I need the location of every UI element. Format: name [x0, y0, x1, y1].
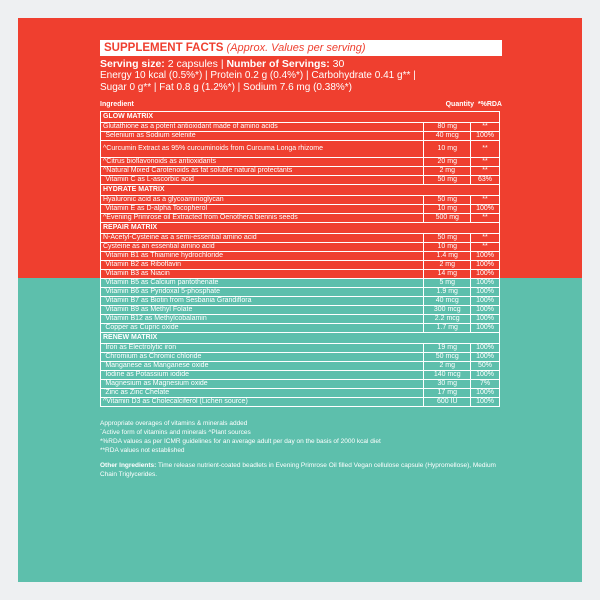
table-row	[101, 362, 500, 371]
table-row	[101, 132, 500, 141]
table-row	[101, 252, 500, 261]
table-row	[101, 158, 500, 167]
section-header	[101, 223, 500, 234]
quantity-cell: 30 mg	[424, 380, 471, 389]
ingredient-cell: `Iron as Electrolytic iron	[101, 344, 424, 353]
rda-cell: **	[471, 243, 500, 252]
table-row	[101, 176, 500, 185]
table-row	[101, 324, 500, 333]
quantity-cell: 50 mg	[424, 196, 471, 205]
rda-cell: 100%	[471, 297, 500, 306]
table-row	[101, 196, 500, 205]
rda-cell: 100%	[471, 279, 500, 288]
col-rda: *%RDA	[477, 101, 502, 108]
ingredient-cell: `Vitamin B6 as Pyridoxal 5-phosphate	[101, 288, 424, 297]
col-quantity: Quantity	[445, 101, 474, 108]
section-title: REPAIR MATRIX	[101, 223, 500, 234]
table-row	[101, 205, 500, 214]
servings-value: 30	[332, 58, 345, 70]
quantity-cell: 19 mg	[424, 344, 471, 353]
rda-cell: **	[471, 234, 500, 243]
table-row	[101, 306, 500, 315]
table-row	[101, 141, 500, 158]
rda-cell: 100%	[471, 389, 500, 398]
serving-size-value: 2 capsules	[167, 58, 218, 70]
table-row	[101, 261, 500, 270]
ingredient-cell: Hyaluronic acid as a glycoaminoglycan	[101, 196, 424, 205]
ingredient-cell: `Vitamin B12 as Methylcobalamin	[101, 315, 424, 324]
footnotes	[100, 419, 502, 455]
section-header	[101, 333, 500, 344]
quantity-cell: 50 mg	[424, 234, 471, 243]
quantity-cell: 50 mcg	[424, 353, 471, 362]
rda-cell: 100%	[471, 344, 500, 353]
ingredient-cell: `Manganese as Manganese oxide	[101, 362, 424, 371]
page-title: SUPPLEMENT FACTS	[104, 42, 224, 54]
ingredient-cell: `Selenium as Sodium selenite	[101, 132, 424, 141]
table-row	[101, 315, 500, 324]
page-subtitle: (Approx. Values per serving)	[226, 42, 366, 54]
rda-cell: 100%	[471, 315, 500, 324]
ingredient-cell: `Copper as Cupric oxide	[101, 324, 424, 333]
table-row	[101, 389, 500, 398]
rda-cell: 50%	[471, 362, 500, 371]
quantity-cell: 50 mg	[424, 176, 471, 185]
ingredient-cell: `Zinc as Zinc Chelate	[101, 389, 424, 398]
ingredient-cell: ^Natural Mixed Carotenoids as fat soluble natural protectants	[101, 167, 424, 176]
section-title: GLOW MATRIX	[101, 112, 500, 123]
ingredient-cell: Cysteine as an essential amino acid	[101, 243, 424, 252]
quantity-cell: 140 mcg	[424, 371, 471, 380]
rda-cell: 100%	[471, 353, 500, 362]
title-bar	[100, 40, 502, 56]
note-active-forms: `Active form of vitamins and minerals ^Plant sources	[100, 429, 251, 436]
table-row	[101, 243, 500, 252]
quantity-cell: 2 mg	[424, 362, 471, 371]
rda-cell: 100%	[471, 252, 500, 261]
quantity-cell: 600 IU	[424, 398, 471, 407]
rda-cell: 100%	[471, 324, 500, 333]
quantity-cell: 300 mcg	[424, 306, 471, 315]
note-rda-basis: *%RDA values as per ICMR guidelines for an average adult per day on the basis of 2000 kcal diet	[100, 438, 381, 445]
serving-size-label: Serving size:	[100, 58, 165, 70]
ingredient-cell: `Vitamin B1 as Thiamine hydrochloride	[101, 252, 424, 261]
servings-label: Number of Servings:	[226, 58, 330, 70]
rda-cell: 7%	[471, 380, 500, 389]
nutrition-line-1: Energy 10 kcal (0.5%*) | Protein 0.2 g (0.4%*) | Carbohydrate 0.41 g** |	[100, 70, 416, 81]
other-ingredients-label: Other Ingredients:	[100, 462, 157, 469]
table-row	[101, 344, 500, 353]
table-row	[101, 371, 500, 380]
ingredient-cell: `Magnesium as Magnesium oxide	[101, 380, 424, 389]
rda-cell: **	[471, 196, 500, 205]
table-row	[101, 279, 500, 288]
rda-cell: **	[471, 141, 500, 158]
rda-cell: **	[471, 167, 500, 176]
section-title: HYDRATE MATRIX	[101, 185, 500, 196]
ingredient-cell: ^Vitamin D3 as Cholecalciferol (Lichen source)	[101, 398, 424, 407]
ingredient-cell: ^Citrus bioflavonoids as antioxidants	[101, 158, 424, 167]
quantity-cell: 1.9 mg	[424, 288, 471, 297]
quantity-cell: 5 mg	[424, 279, 471, 288]
ingredient-cell: ^Evening Primrose oil Extracted from Oenothera biennis seeds	[101, 214, 424, 223]
rda-cell: 100%	[471, 398, 500, 407]
serving-line: Serving size: 2 capsules | Number of Servings: 30	[100, 58, 345, 70]
table-row	[101, 380, 500, 389]
quantity-cell: 40 mcg	[424, 297, 471, 306]
quantity-cell: 10 mg	[424, 243, 471, 252]
quantity-cell: 2 mg	[424, 167, 471, 176]
quantity-cell: 1.7 mg	[424, 324, 471, 333]
rda-cell: 100%	[471, 205, 500, 214]
ingredient-cell: `Vitamin B2 as Riboflavin	[101, 261, 424, 270]
rda-cell: 100%	[471, 306, 500, 315]
note-overages: Appropriate overages of vitamins & minerals added	[100, 420, 248, 427]
quantity-cell: 40 mcg	[424, 132, 471, 141]
rda-cell: 100%	[471, 132, 500, 141]
table-row	[101, 398, 500, 407]
other-ingredients	[100, 461, 502, 479]
quantity-cell: 10 mg	[424, 141, 471, 158]
ingredient-cell: `Chromium as Chromic chloride	[101, 353, 424, 362]
table-row	[101, 123, 500, 132]
rda-cell: 100%	[471, 288, 500, 297]
quantity-cell: 2 mg	[424, 261, 471, 270]
rda-cell: **	[471, 158, 500, 167]
rda-cell: 100%	[471, 270, 500, 279]
table-row	[101, 214, 500, 223]
ingredient-cell: `Vitamin E as D-alpha Tocopherol	[101, 205, 424, 214]
table-row	[101, 234, 500, 243]
quantity-cell: 14 mg	[424, 270, 471, 279]
table-header	[100, 100, 502, 110]
rda-cell: **	[471, 123, 500, 132]
quantity-cell: 2.2 mcg	[424, 315, 471, 324]
section-header	[101, 185, 500, 196]
table-row	[101, 353, 500, 362]
rda-cell: **	[471, 214, 500, 223]
supplement-facts-panel	[18, 18, 582, 582]
col-ingredient: Ingredient	[100, 101, 134, 108]
ingredient-cell: `Vitamin B5 as Calcium pantothenate	[101, 279, 424, 288]
ingredient-cell: N-Acetyl-Cysteine as a semi-essential amino acid	[101, 234, 424, 243]
quantity-cell: 500 mg	[424, 214, 471, 223]
ingredient-cell: `Vitamin B7 as Biotin from Sesbania Grandiflora	[101, 297, 424, 306]
ingredient-cell: `Vitamin B3 as Niacin	[101, 270, 424, 279]
rda-cell: 100%	[471, 371, 500, 380]
table-row	[101, 288, 500, 297]
facts-content	[100, 40, 502, 479]
rda-cell: 63%	[471, 176, 500, 185]
section-title: RENEW MATRIX	[101, 333, 500, 344]
quantity-cell: 17 mg	[424, 389, 471, 398]
ingredient-cell: `Vitamin C as L-ascorbic acid	[101, 176, 424, 185]
ingredient-cell: ^Curcumin Extract as 95% curcuminoids from Curcuma Longa rhizome	[101, 141, 424, 158]
note-rda-not-established: **RDA values not established	[100, 447, 185, 454]
quantity-cell: 10 mg	[424, 205, 471, 214]
table-row	[101, 297, 500, 306]
ingredient-cell: Glutathione as a potent antioxidant made of amino acids	[101, 123, 424, 132]
facts-table	[100, 111, 500, 407]
table-row	[101, 167, 500, 176]
section-header	[101, 112, 500, 123]
table-row	[101, 270, 500, 279]
nutrition-line-2: Sugar 0 g** | Fat 0.8 g (1.2%*) | Sodium 7.6 mg (0.38%*)	[100, 82, 352, 93]
ingredient-cell: `Vitamin B9 as Methyl Folate	[101, 306, 424, 315]
other-ingredients-text: Time release nutrient-coated beadlets in Evening Primrose Oil filled Vegan cellulose capsule (Hypromellose), Medium Chain Triglycerides.	[100, 462, 496, 478]
quantity-cell: 20 mg	[424, 158, 471, 167]
rda-cell: 100%	[471, 261, 500, 270]
quantity-cell: 80 mg	[424, 123, 471, 132]
ingredient-cell: `Iodine as Potassium iodide	[101, 371, 424, 380]
quantity-cell: 1.4 mg	[424, 252, 471, 261]
